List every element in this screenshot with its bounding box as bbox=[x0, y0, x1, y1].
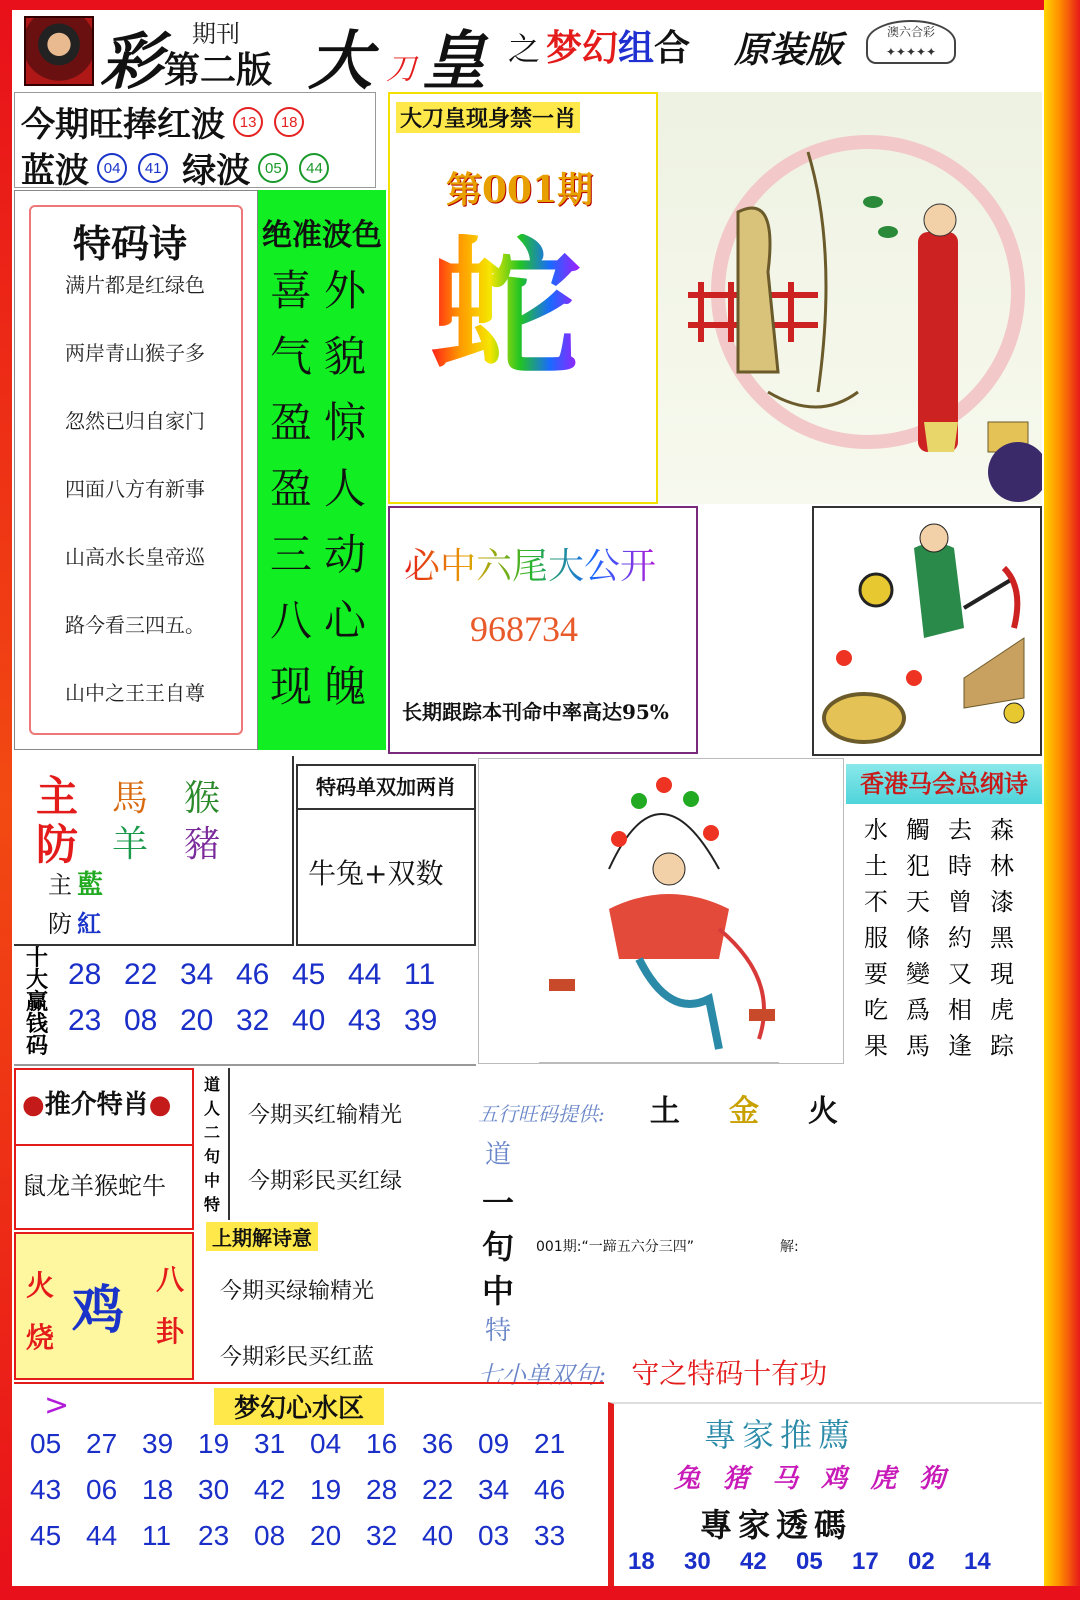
poem-lines bbox=[65, 269, 255, 745]
green-ball-1: 05 bbox=[258, 153, 288, 183]
edition-label: 第二版 bbox=[164, 49, 273, 91]
number: 20 bbox=[310, 1520, 342, 1551]
bottom-border bbox=[0, 1586, 1080, 1600]
author-portrait bbox=[24, 16, 94, 86]
number: 06 bbox=[86, 1474, 118, 1505]
poem-char: 不 bbox=[864, 888, 888, 916]
wave-block bbox=[14, 92, 376, 191]
fire-bagua-panel bbox=[14, 1232, 194, 1380]
ten-numbers-panel bbox=[14, 948, 476, 1066]
top-border bbox=[0, 0, 1080, 10]
label-char: 钱 bbox=[26, 1012, 49, 1037]
number: 30 bbox=[198, 1474, 230, 1505]
last-poem-title: 上期解诗意 bbox=[206, 1222, 318, 1251]
number: 05 bbox=[796, 1548, 823, 1575]
dao-period-text: 001期:“一蹄五六分三四” bbox=[536, 1239, 694, 1255]
hk-poem-title: 香港马会总纲诗 bbox=[846, 764, 1042, 804]
dao-char: 特 bbox=[485, 1316, 512, 1346]
forbidden-title: 大刀皇现身禁一肖 bbox=[396, 102, 580, 133]
bagua-chars bbox=[156, 1258, 184, 1362]
wave-col2-char: 魄 bbox=[324, 662, 367, 711]
recommend-title-text: 推介特肖 bbox=[44, 1090, 149, 1120]
poem-char: 林 bbox=[990, 852, 1014, 880]
juggler-drawing bbox=[479, 759, 843, 1063]
number: 11 bbox=[142, 1520, 172, 1551]
number: 40 bbox=[292, 1004, 326, 1037]
expert-zodiacs: 兔 猪 马 鸡 虎 狗 bbox=[674, 1464, 946, 1494]
poem-char: 變 bbox=[906, 960, 930, 988]
defense-color-value: 紅 bbox=[77, 910, 102, 938]
fire-char: 烧 bbox=[26, 1321, 55, 1354]
fire-bagua-zodiac: 鸡 bbox=[72, 1280, 125, 1341]
number: 08 bbox=[124, 1004, 158, 1037]
poem-char: 要 bbox=[864, 960, 888, 988]
element-metal: 金 bbox=[728, 1094, 759, 1129]
dream-water-panel bbox=[14, 1382, 604, 1580]
dream-water-title: 梦幻心水区 bbox=[214, 1388, 384, 1425]
poem-char: 吃 bbox=[864, 996, 888, 1024]
seven-small-value: 守之特码十有功 bbox=[631, 1357, 828, 1390]
illustration-shuttlecock-scene bbox=[812, 506, 1042, 756]
number: 32 bbox=[366, 1520, 398, 1551]
number: 39 bbox=[404, 1004, 438, 1037]
number: 43 bbox=[348, 1004, 382, 1037]
poem-char: 時 bbox=[948, 852, 972, 880]
element-earth: 土 bbox=[649, 1094, 680, 1129]
poem-char: 果 bbox=[864, 1032, 888, 1060]
mushroom-icon: ● bbox=[22, 1090, 45, 1120]
poem-char: 條 bbox=[906, 924, 930, 952]
odd-even-title: 特码单双加两肖 bbox=[298, 766, 474, 810]
wave-color-col2 bbox=[324, 258, 366, 720]
brand-da: 大 bbox=[308, 24, 372, 99]
red-wave-row bbox=[21, 97, 307, 146]
number: 28 bbox=[366, 1474, 398, 1505]
zodiac-monkey: 猴 bbox=[184, 778, 221, 819]
number: 02 bbox=[908, 1548, 935, 1575]
recommend-divider bbox=[16, 1144, 192, 1146]
poem-char: 土 bbox=[864, 852, 888, 880]
label-char: 道 bbox=[204, 1075, 221, 1094]
seal-text: 澳六合彩 bbox=[886, 25, 935, 39]
number: 20 bbox=[180, 1004, 214, 1037]
poem-line-7: 山中之王王自尊 bbox=[65, 681, 205, 705]
number: 44 bbox=[348, 958, 382, 991]
five-elements-panel bbox=[478, 1070, 1042, 1400]
six-tails-number: 968734 bbox=[470, 609, 578, 649]
one-sentence-label bbox=[204, 1072, 220, 1216]
label-char: 码 bbox=[26, 1034, 49, 1059]
zhu-char: 主 bbox=[36, 772, 79, 821]
poem-line-2: 两岸青山猴子多 bbox=[65, 341, 205, 365]
qikan-label: 期刊 bbox=[192, 20, 240, 48]
bagua-char: 卦 bbox=[156, 1315, 185, 1348]
wave-col1-char: 气 bbox=[270, 332, 313, 381]
last-poem-line1: 今期买绿输精光 bbox=[220, 1279, 375, 1304]
number: 27 bbox=[86, 1428, 118, 1459]
poem-char: 服 bbox=[864, 924, 888, 952]
number: 08 bbox=[254, 1520, 286, 1551]
poem-char: 相 bbox=[948, 996, 972, 1024]
wave-color-box bbox=[258, 190, 386, 750]
element-fire: 火 bbox=[808, 1094, 839, 1129]
blue-ball-2: 41 bbox=[138, 153, 168, 183]
poem-char: 森 bbox=[990, 816, 1014, 844]
number: 36 bbox=[422, 1428, 454, 1459]
red-wave-label: 今期旺捧红波 bbox=[21, 105, 225, 145]
expert-panel bbox=[608, 1402, 1042, 1586]
wave-col1-char: 喜 bbox=[270, 266, 313, 315]
number: 03 bbox=[478, 1520, 510, 1551]
poem-char: 觸 bbox=[906, 816, 930, 844]
wave-col1-char: 盈 bbox=[270, 464, 313, 513]
blue-wave-label: 蓝波 bbox=[21, 151, 89, 191]
number: 17 bbox=[852, 1548, 879, 1575]
left-border bbox=[0, 0, 12, 1600]
number: 28 bbox=[68, 958, 102, 991]
recommend-title bbox=[22, 1084, 171, 1121]
wave-col1-char: 现 bbox=[270, 662, 313, 711]
dao-char: 中 bbox=[482, 1272, 515, 1310]
poem-char: 水 bbox=[864, 816, 888, 844]
number: 33 bbox=[534, 1520, 566, 1551]
poem-char: 現 bbox=[990, 960, 1014, 988]
scene-drawing bbox=[658, 92, 1042, 504]
number: 22 bbox=[422, 1474, 454, 1505]
bagua-char: 八 bbox=[156, 1263, 185, 1296]
odd-even-value: 牛兔+双数 bbox=[308, 857, 444, 890]
blue-green-row bbox=[21, 143, 332, 192]
number: 14 bbox=[964, 1548, 991, 1575]
number: 11 bbox=[404, 958, 436, 991]
number: 19 bbox=[310, 1474, 342, 1505]
wave-col2-char: 人 bbox=[324, 464, 367, 513]
forbidden-period: 第001期 bbox=[446, 169, 594, 211]
poem-char: 黑 bbox=[990, 924, 1014, 952]
expert-numbers bbox=[628, 1548, 1020, 1576]
hk-poem-col-1 bbox=[864, 810, 888, 1062]
zodiac-sheep: 羊 bbox=[112, 824, 149, 865]
one-sentence-divider bbox=[228, 1068, 230, 1220]
five-elements-row bbox=[478, 1086, 838, 1130]
illustration-juggler-scene bbox=[478, 758, 844, 1064]
poem-title: 特码诗 bbox=[73, 221, 188, 266]
poem-char: 爲 bbox=[906, 996, 930, 1024]
dream-row-2 bbox=[30, 1474, 590, 1506]
one-sentence-line2: 今期彩民买红绿 bbox=[248, 1169, 403, 1194]
wave-col2-char: 动 bbox=[324, 530, 367, 579]
number: 34 bbox=[180, 958, 214, 991]
original-label: 原装版 bbox=[734, 29, 843, 71]
number: 32 bbox=[236, 1004, 270, 1037]
wave-col1-char: 盈 bbox=[270, 398, 313, 447]
ten-numbers-row1 bbox=[68, 958, 460, 992]
red-ball-2: 18 bbox=[274, 107, 304, 137]
number: 46 bbox=[236, 958, 270, 991]
hk-poem-col-2 bbox=[906, 810, 930, 1062]
poem-line-1: 满片都是红绿色 bbox=[65, 273, 205, 297]
cai-char: 彩 bbox=[100, 25, 163, 98]
wave-color-col1 bbox=[270, 258, 312, 720]
header bbox=[16, 10, 1042, 99]
poem-char: 犯 bbox=[906, 852, 930, 880]
number: 09 bbox=[478, 1428, 510, 1459]
defense-color-label: 防 bbox=[48, 910, 72, 938]
poem-line-6: 路今看三四五。 bbox=[65, 613, 205, 637]
hk-poem-col-4 bbox=[990, 810, 1014, 1062]
wave-col2-char: 外 bbox=[324, 266, 367, 315]
poem-char: 虎 bbox=[990, 996, 1014, 1024]
six-tails-panel bbox=[388, 506, 698, 754]
number: 42 bbox=[740, 1548, 767, 1575]
number: 39 bbox=[142, 1428, 174, 1459]
hk-poem-panel bbox=[846, 764, 1042, 1064]
recommend-panel bbox=[14, 1068, 194, 1230]
last-poem-panel bbox=[198, 1222, 468, 1380]
green-ball-2: 44 bbox=[299, 153, 329, 183]
number: 19 bbox=[198, 1428, 230, 1459]
main-color-value: 藍 bbox=[77, 870, 104, 900]
number: 18 bbox=[628, 1548, 655, 1575]
kick-drawing bbox=[814, 508, 1040, 754]
forbidden-zodiac: 蛇 bbox=[430, 221, 581, 397]
number: 22 bbox=[124, 958, 158, 991]
label-char: 赢 bbox=[26, 990, 49, 1015]
number: 18 bbox=[142, 1474, 174, 1505]
dao-sentence-chars bbox=[482, 1134, 514, 1354]
label-char: 人 bbox=[204, 1099, 221, 1118]
ten-numbers-label bbox=[26, 948, 48, 1058]
zhi-char: 之 bbox=[508, 30, 541, 68]
poem-char: 曾 bbox=[948, 888, 972, 916]
poem-line-3: 忽然已归自家门 bbox=[65, 409, 205, 433]
expert-recommend-title: 專家推薦 bbox=[704, 1416, 857, 1454]
wave-color-title: 绝准波色 bbox=[262, 218, 382, 253]
five-elements-label: 五行旺码提供: bbox=[478, 1102, 605, 1126]
poem-char: 馬 bbox=[906, 1032, 930, 1060]
six-tails-title: 必中六尾大公开 bbox=[404, 538, 656, 589]
poem-char: 約 bbox=[948, 924, 972, 952]
label-char: 大 bbox=[26, 968, 49, 993]
wave-col2-char: 心 bbox=[324, 596, 367, 645]
six-tails-footer: 长期跟踪本刊命中率高达95% bbox=[402, 700, 669, 724]
number: 46 bbox=[534, 1474, 566, 1505]
green-wave-label: 绿波 bbox=[182, 151, 251, 191]
arrow-icon: > bbox=[44, 1388, 70, 1423]
main-defense-panel bbox=[14, 756, 294, 946]
poem-char: 漆 bbox=[990, 888, 1014, 916]
number: 44 bbox=[86, 1520, 118, 1551]
number: 30 bbox=[684, 1548, 711, 1575]
poem-char: 踪 bbox=[990, 1032, 1014, 1060]
fire-chars bbox=[26, 1264, 54, 1368]
one-sentence-line1: 今期买红输精光 bbox=[248, 1103, 403, 1128]
wave-col2-char: 惊 bbox=[324, 398, 367, 447]
poem-char: 逢 bbox=[948, 1032, 972, 1060]
zodiac-horse: 馬 bbox=[112, 778, 149, 819]
one-sentence-panel bbox=[198, 1068, 468, 1220]
label-char: 中 bbox=[204, 1171, 221, 1190]
seal-stamp: 澳六合彩 ✦✦✦✦✦ bbox=[866, 20, 956, 64]
number: 05 bbox=[30, 1428, 62, 1459]
number: 40 bbox=[422, 1520, 454, 1551]
ten-numbers-row2 bbox=[68, 1004, 460, 1038]
main-color-row bbox=[48, 864, 103, 901]
number: 45 bbox=[30, 1520, 62, 1551]
dream-row-1 bbox=[30, 1428, 590, 1460]
combo-title: 梦幻组合 bbox=[546, 27, 691, 69]
label-char: 十 bbox=[26, 946, 49, 971]
illustration-archer-scene bbox=[658, 92, 1042, 504]
dao-char: 一 bbox=[482, 1184, 515, 1222]
poem-line-5: 山高水长皇帝巡 bbox=[65, 545, 205, 569]
wave-col1-char: 八 bbox=[270, 596, 313, 645]
main-color-label: 主 bbox=[48, 871, 72, 899]
odd-even-panel bbox=[296, 764, 476, 946]
red-ball-1: 13 bbox=[233, 107, 263, 137]
number: 23 bbox=[198, 1520, 230, 1551]
brand-dao: 刀 bbox=[386, 52, 416, 87]
poem-char: 天 bbox=[906, 888, 930, 916]
dao-char: 句 bbox=[482, 1228, 515, 1266]
poem-line-4: 四面八方有新事 bbox=[65, 477, 205, 501]
right-border bbox=[1044, 0, 1080, 1600]
number: 23 bbox=[68, 1004, 102, 1037]
forbidden-panel bbox=[388, 92, 658, 504]
expert-code-title: 專家透碼 bbox=[700, 1506, 853, 1544]
label-char: 二 bbox=[204, 1123, 221, 1142]
label-char: 句 bbox=[204, 1147, 221, 1166]
poem-char: 去 bbox=[948, 816, 972, 844]
number: 34 bbox=[478, 1474, 510, 1505]
brand-huang: 皇 bbox=[422, 24, 486, 99]
dao-jie: 解: bbox=[780, 1239, 799, 1255]
poem-char: 又 bbox=[948, 960, 972, 988]
wave-col1-char: 三 bbox=[270, 530, 313, 579]
number: 45 bbox=[292, 958, 326, 991]
number: 04 bbox=[310, 1428, 342, 1459]
number: 21 bbox=[534, 1428, 566, 1459]
blue-ball-1: 04 bbox=[97, 153, 127, 183]
number: 31 bbox=[254, 1428, 286, 1459]
defense-color-row bbox=[48, 904, 101, 939]
mushroom-icon: ● bbox=[148, 1090, 172, 1120]
recommend-value: 鼠龙羊猴蛇牛 bbox=[22, 1172, 166, 1200]
number: 43 bbox=[30, 1474, 62, 1505]
poem-panel bbox=[14, 190, 258, 750]
number: 16 bbox=[366, 1428, 398, 1459]
dao-char: 道 bbox=[485, 1140, 512, 1170]
fang-char: 防 bbox=[36, 820, 79, 869]
last-poem-line2: 今期彩民买红蓝 bbox=[220, 1345, 375, 1370]
dream-row-3 bbox=[30, 1520, 590, 1552]
zodiac-pig: 豬 bbox=[184, 824, 221, 865]
seven-small-label: 七小单双句: bbox=[478, 1361, 607, 1389]
label-char: 特 bbox=[204, 1195, 221, 1214]
wave-col2-char: 貌 bbox=[324, 332, 367, 381]
fire-char: 火 bbox=[26, 1269, 55, 1302]
number: 42 bbox=[254, 1474, 286, 1505]
hk-poem-col-3 bbox=[948, 810, 972, 1062]
